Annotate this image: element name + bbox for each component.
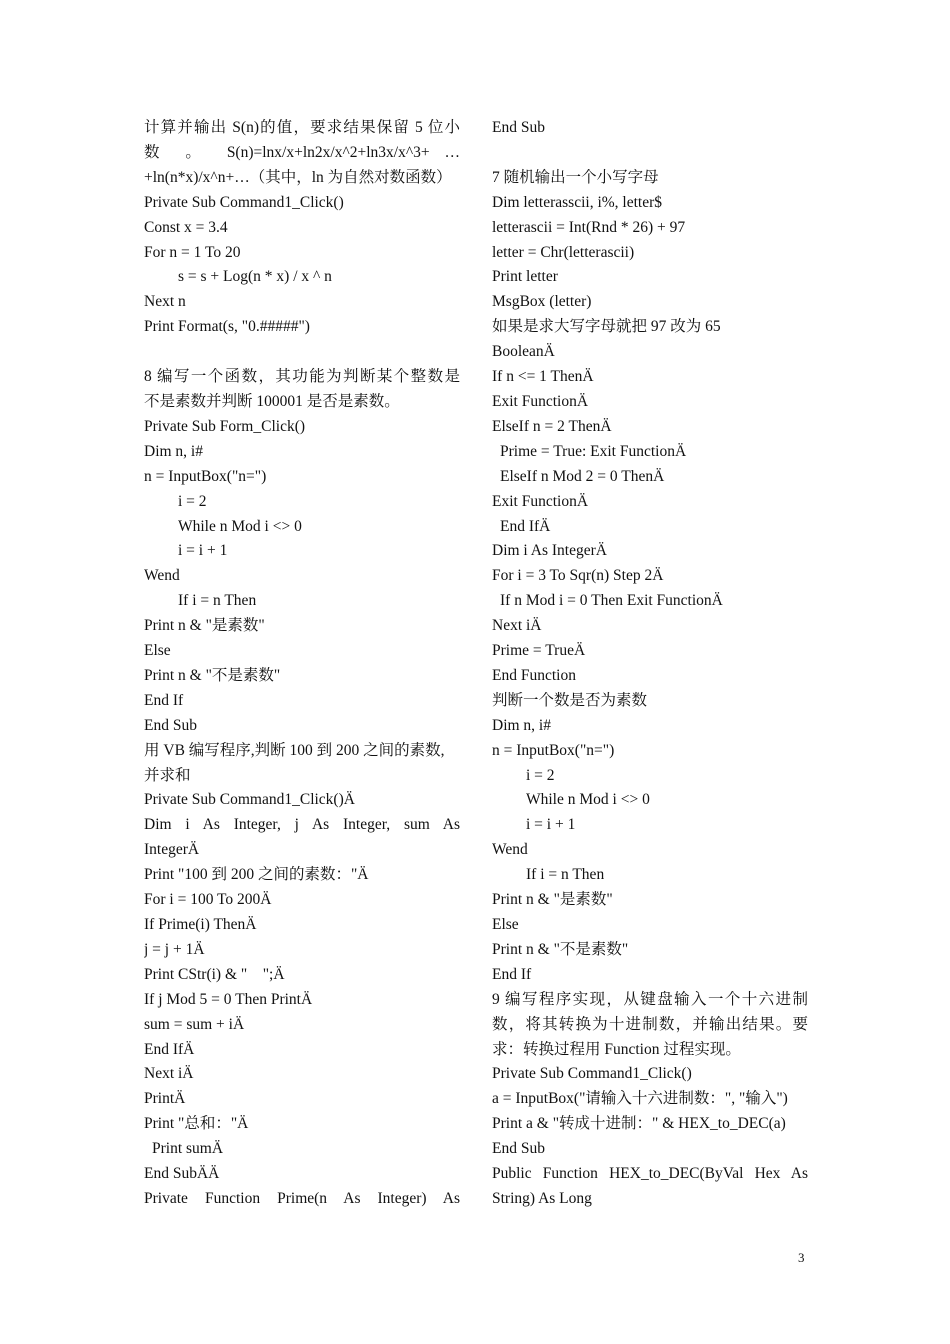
text-line: 如果是求大写字母就把 97 改为 65 [492, 318, 721, 336]
code-line: Public Function HEX_to_DEC(ByVal Hex As [492, 1165, 808, 1183]
code-line: ElseIf n = 2 ThenÄ [492, 417, 612, 435]
code-line: End Sub [492, 119, 545, 136]
code-line: End Function [492, 666, 576, 684]
code-line: a = InputBox("请输入十六进制数：", "输入") [492, 1090, 788, 1108]
code-line: Print "100 到 200 之间的素数："Ä [144, 866, 369, 884]
code-line: Next n [144, 293, 186, 311]
code-line: Next iÄ [492, 617, 542, 635]
code-line: Private Function Prime(n As Integer) As [144, 1189, 460, 1207]
code-line: If n <= 1 ThenÄ [492, 368, 594, 386]
code-line: s = s + Log(n * x) / x ^ n [178, 268, 332, 286]
code-line: Print "总和："Ä [144, 1115, 249, 1133]
code-line: Prime = TrueÄ [492, 642, 586, 660]
text-line: 数，将其转换为十进制数，并输出结果。要 [492, 1015, 808, 1033]
code-line: Print n & "是素数" [144, 617, 265, 635]
code-line: For i = 100 To 200Ä [144, 891, 272, 909]
code-line: End IfÄ [144, 1040, 195, 1058]
text-line: 不是素数并判断 100001 是否是素数。 [144, 392, 400, 410]
code-line: Prime = True: Exit FunctionÄ [500, 442, 687, 460]
code-line: If i = n Then [526, 866, 605, 884]
code-line: For i = 3 To Sqr(n) Step 2Ä [492, 567, 664, 585]
code-line: Wend [144, 567, 180, 585]
code-line: n = InputBox("n=") [144, 467, 267, 485]
code-line: End Sub [144, 716, 197, 734]
code-line: Else [492, 916, 519, 933]
code-line: Dim n, i# [492, 716, 551, 734]
left-column [144, 116, 460, 1212]
code-line: Private Sub Command1_Click() [144, 193, 344, 211]
code-line: Exit FunctionÄ [492, 492, 589, 510]
code-line: Dim i As Integer, j As Integer, sum As [144, 816, 460, 834]
code-line: Wend [492, 841, 528, 859]
code-line: For n = 1 To 20 [144, 243, 241, 261]
code-line: Print sumÄ [152, 1140, 224, 1158]
code-line: sum = sum + iÄ [144, 1015, 245, 1033]
problem-heading: 用 VB 编写程序,判断 100 到 200 之间的素数, [144, 741, 445, 759]
code-line: If j Mod 5 = 0 Then PrintÄ [144, 990, 313, 1008]
text-line: 并求和 [144, 766, 191, 784]
code-line: letter = Chr(letterascii) [492, 243, 635, 261]
code-line: End If [492, 965, 532, 983]
code-line: Print n & "是素数" [492, 891, 613, 909]
text-line: 求：转换过程用 Function 过程实现。 [492, 1040, 741, 1058]
text-line: 判断一个数是否为素数 [492, 691, 648, 709]
code-line: i = 2 [526, 766, 555, 784]
text-line: 数 。 S(n)=lnx/x+ln2x/x^2+ln3x/x^3+ … [144, 143, 460, 161]
text-line: +ln(n*x)/x^n+…（其中，ln 为自然对数函数） [144, 168, 452, 186]
code-line: End If [144, 691, 184, 709]
blank-line [144, 340, 460, 365]
code-line: Print n & "不是素数" [492, 940, 629, 958]
code-line: Private Sub Command1_Click()Ä [144, 791, 355, 809]
code-line: i = i + 1 [178, 542, 228, 560]
text-line: 计算并输出 S(n)的值，要求结果保留 5 位小 [144, 119, 460, 136]
code-line: Dim i As IntegerÄ [492, 542, 607, 560]
problem-heading: 7 随机输出一个小写字母 [492, 168, 659, 186]
code-line: Print Format(s, "0.#####") [144, 318, 310, 336]
code-line: Else [144, 642, 171, 660]
code-line: Next iÄ [144, 1065, 194, 1083]
code-line: Dim letterasscii, i%, letter$ [492, 193, 663, 211]
code-line: Print CStr(i) & " ";Ä [144, 965, 285, 983]
code-line: Private Sub Form_Click() [144, 417, 306, 435]
code-line: Private Sub Command1_Click() [492, 1065, 692, 1083]
code-line: i = 2 [178, 492, 207, 510]
code-line: End SubÄÄ [144, 1165, 220, 1183]
code-line: Print letter [492, 268, 558, 286]
code-line: Dim n, i# [144, 442, 203, 460]
code-line: j = j + 1Ä [144, 940, 205, 958]
code-line: Print a & "转成十进制：" & HEX_to_DEC(a) [492, 1115, 786, 1133]
code-line: End Sub [492, 1140, 545, 1158]
code-line: IntegerÄ [144, 841, 200, 859]
code-line: PrintÄ [144, 1090, 186, 1108]
code-line: String) As Long [492, 1189, 592, 1207]
problem-heading: 9 编写程序实现，从键盘输入一个十六进制 [492, 990, 808, 1008]
code-line: i = i + 1 [526, 816, 576, 834]
code-line: n = InputBox("n=") [492, 741, 615, 759]
code-line: BooleanÄ [492, 343, 555, 361]
code-line: Exit FunctionÄ [492, 392, 589, 410]
code-line: Const x = 3.4 [144, 218, 228, 236]
problem-heading: 8 编写一个函数，其功能为判断某个整数是 [144, 368, 460, 386]
blank-line [492, 141, 808, 166]
code-line: If n Mod i = 0 Then Exit FunctionÄ [500, 592, 723, 610]
code-line: ElseIf n Mod 2 = 0 ThenÄ [500, 467, 665, 485]
code-line: While n Mod i <> 0 [526, 791, 650, 809]
code-line: letterascii = Int(Rnd * 26) + 97 [492, 218, 686, 236]
code-line: End IfÄ [500, 517, 551, 535]
code-line: MsgBox (letter) [492, 293, 592, 311]
right-column [492, 116, 808, 1212]
code-line: If i = n Then [178, 592, 257, 610]
code-line: Print n & "不是素数" [144, 666, 281, 684]
code-line: If Prime(i) ThenÄ [144, 916, 257, 933]
page-number: 3 [798, 1250, 805, 1265]
code-line: While n Mod i <> 0 [178, 517, 302, 535]
